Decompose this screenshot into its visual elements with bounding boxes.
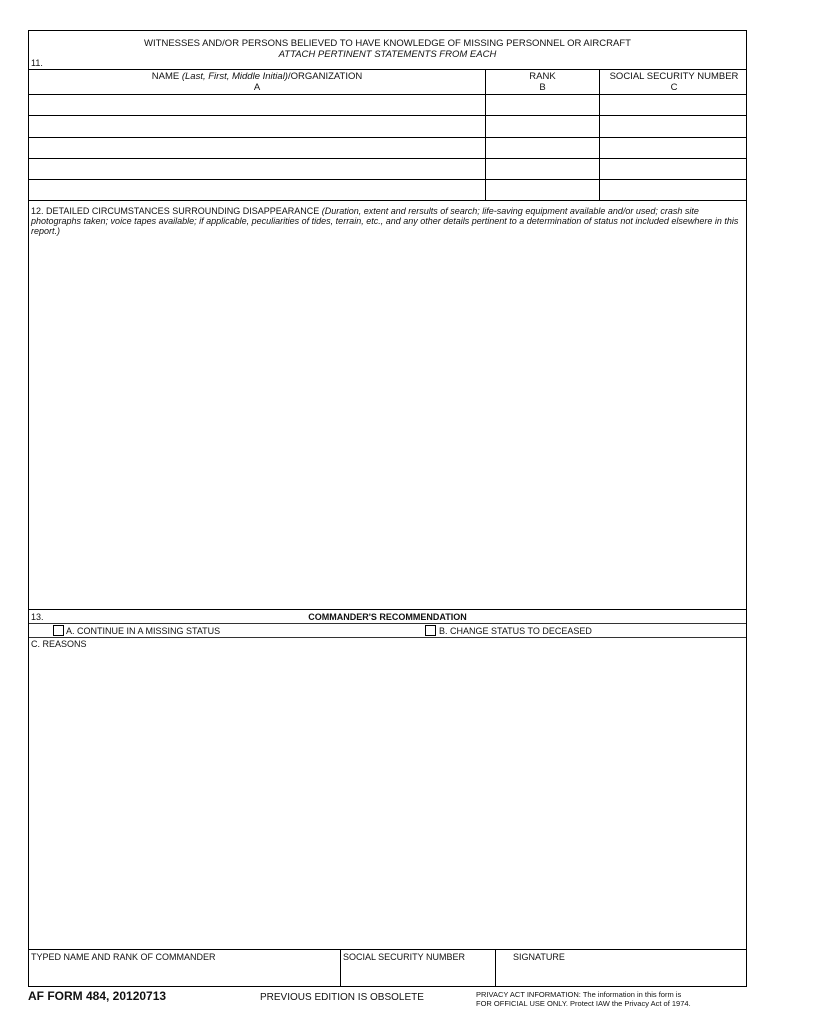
witness-name-cell[interactable] bbox=[29, 159, 485, 179]
section-12-label-plain: 12. DETAILED CIRCUMSTANCES SURROUNDING DISAPPEARANCE bbox=[31, 206, 322, 216]
column-c-header: SOCIAL SECURITY NUMBER bbox=[609, 71, 739, 82]
column-a-label-plain: NAME bbox=[151, 71, 182, 82]
section-11-title: WITNESSES AND/OR PERSONS BELIEVED TO HAVE KNOWLEDGE OF MISSING PERSONNEL OR AIRCRAFT bbox=[144, 38, 631, 49]
continue-missing-label: A. CONTINUE IN A MISSING STATUS bbox=[66, 626, 221, 636]
change-deceased-label: B. CHANGE STATUS TO DECEASED bbox=[439, 626, 592, 636]
witness-rank-cell[interactable] bbox=[486, 180, 599, 200]
witness-name-cell[interactable] bbox=[29, 116, 485, 136]
witness-ssn-cell[interactable] bbox=[600, 180, 748, 200]
witness-rank-cell[interactable] bbox=[486, 116, 599, 136]
continue-missing-checkbox[interactable] bbox=[53, 625, 64, 636]
column-b-header: RANK bbox=[529, 71, 556, 82]
commander-ssn-field[interactable] bbox=[343, 963, 493, 985]
witness-ssn-cell[interactable] bbox=[600, 116, 748, 136]
reasons-label: C. REASONS bbox=[31, 639, 87, 649]
typed-name-label: TYPED NAME AND RANK OF COMMANDER bbox=[31, 952, 216, 962]
column-c-letter: C bbox=[670, 82, 678, 93]
column-a-header bbox=[29, 71, 485, 82]
privacy-line-2: FOR OFFICIAL USE ONLY. Protect IAW the Privacy Act of 1974. bbox=[476, 999, 691, 1008]
typed-name-field[interactable] bbox=[31, 963, 337, 985]
column-a-label-italic: (Last, First, Middle Initial) bbox=[181, 71, 288, 82]
form-id: AF FORM 484, 20120713 bbox=[28, 989, 167, 1003]
witness-ssn-cell[interactable] bbox=[600, 138, 748, 158]
circumstances-textarea[interactable] bbox=[31, 241, 745, 607]
witness-ssn-cell[interactable] bbox=[600, 159, 748, 179]
witness-rank-cell[interactable] bbox=[486, 159, 599, 179]
section-13-title: COMMANDER'S RECOMMENDATION bbox=[308, 612, 467, 622]
reasons-textarea[interactable] bbox=[31, 651, 745, 947]
witness-name-cell[interactable] bbox=[29, 180, 485, 200]
signature-label: SIGNATURE bbox=[513, 952, 565, 962]
column-a-letter: A bbox=[253, 82, 261, 93]
section-12-label-italic: (Duration, extent and rersults of search; life-saving equipment available and/or used; crash site photographs taken; voice tapes available; if applicable, peculiarities of tides, terrain, etc., and any other details pertinent to a determination of status not included elsewhere in this report.) bbox=[31, 206, 739, 236]
section-12-label bbox=[31, 206, 745, 236]
form-page bbox=[28, 30, 747, 987]
section-11-number: 11. bbox=[31, 58, 43, 68]
section-13-number: 13. bbox=[31, 612, 44, 622]
edition-note: PREVIOUS EDITION IS OBSOLETE bbox=[260, 992, 424, 1003]
privacy-line-1: PRIVACY ACT INFORMATION: The information in this form is bbox=[476, 990, 682, 999]
signature-field[interactable] bbox=[499, 963, 745, 985]
witness-name-cell[interactable] bbox=[29, 95, 485, 115]
witness-rank-cell[interactable] bbox=[486, 138, 599, 158]
column-a-label-rest: /ORGANIZATION bbox=[287, 71, 363, 82]
change-deceased-checkbox[interactable] bbox=[425, 625, 436, 636]
witness-rank-cell[interactable] bbox=[486, 95, 599, 115]
column-b-letter: B bbox=[539, 82, 546, 93]
witness-ssn-cell[interactable] bbox=[600, 95, 748, 115]
commander-ssn-label: SOCIAL SECURITY NUMBER bbox=[343, 952, 466, 962]
section-11-subtitle: ATTACH PERTINENT STATEMENTS FROM EACH bbox=[278, 49, 497, 60]
witness-name-cell[interactable] bbox=[29, 138, 485, 158]
